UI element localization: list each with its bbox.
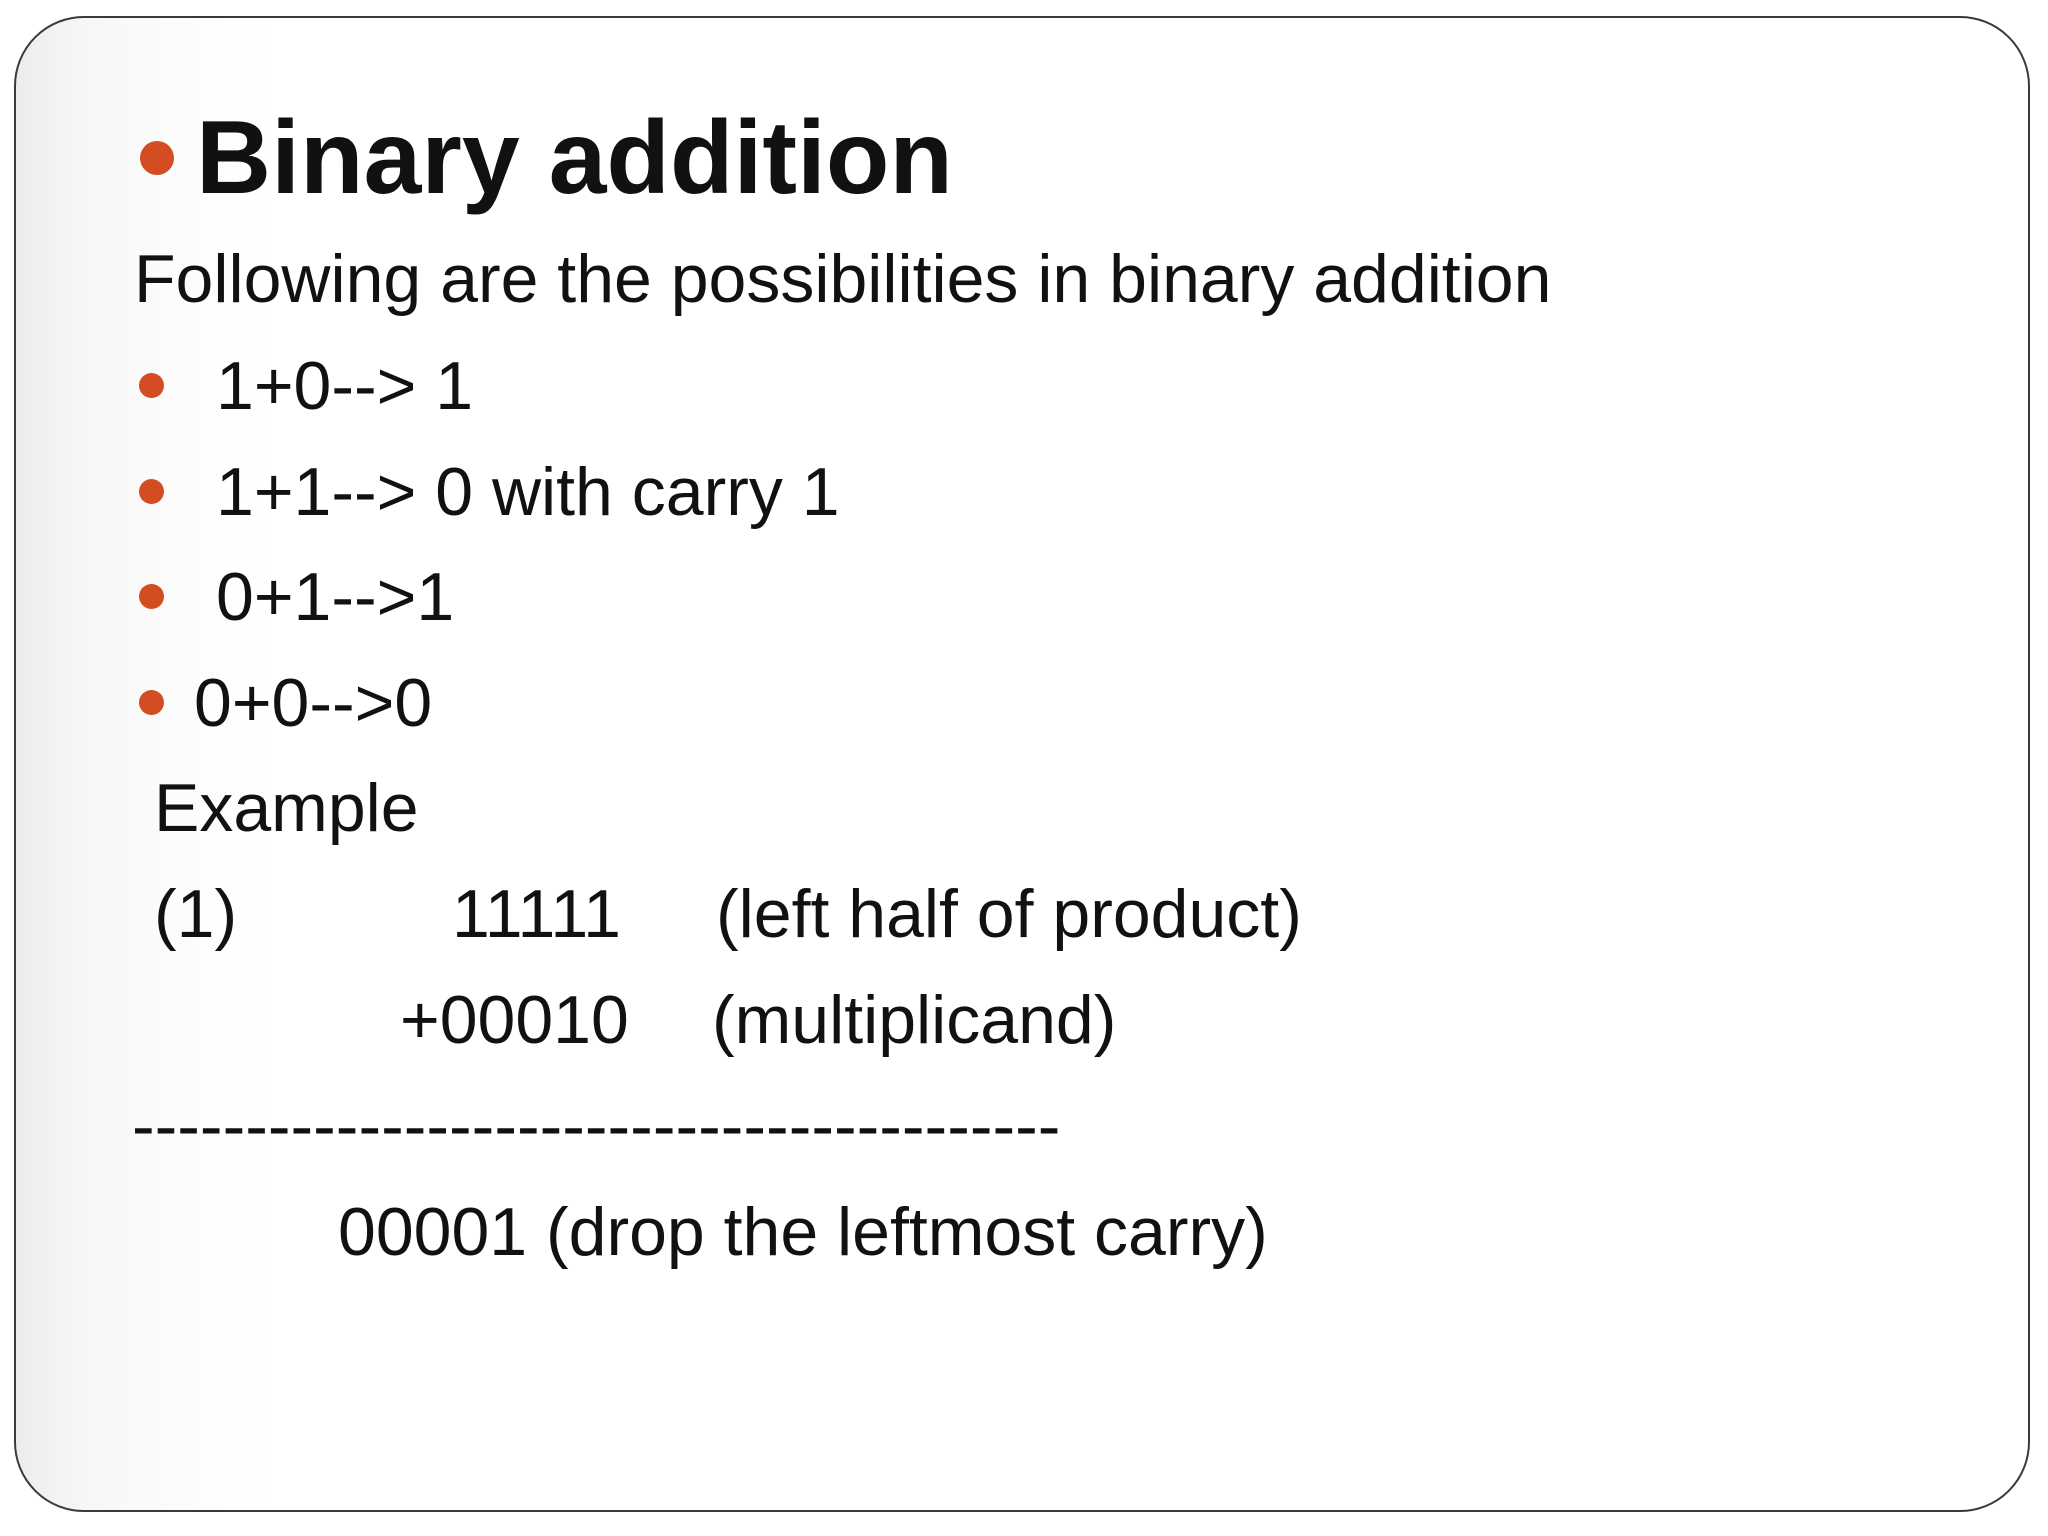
example-result: 00001 (drop the leftmost carry) (338, 1194, 1268, 1270)
slide-title: Binary addition (196, 100, 953, 216)
example-label: Example (154, 770, 419, 846)
example-row2-note: (multiplicand) (712, 982, 1117, 1058)
rule-item: 0+1-->1 (216, 559, 455, 635)
example-index: (1) (154, 876, 238, 952)
example-row1-note: (left half of product) (716, 876, 1302, 952)
rule-bullet-icon (139, 479, 164, 504)
rule-bullet-icon (139, 584, 164, 609)
example-row2-value: +00010 (400, 982, 629, 1058)
rule-bullet-icon (139, 373, 164, 398)
rule-bullet-icon (139, 690, 164, 715)
rule-item: 0+0-->0 (194, 665, 433, 741)
rule-item: 1+1--> 0 with carry 1 (216, 454, 840, 530)
example-row1-value: 11111 (452, 876, 621, 952)
example-separator: ----------------------------------------- (132, 1088, 1061, 1164)
intro-text: Following are the possibilities in binary addition (134, 241, 1552, 317)
rule-item: 1+0--> 1 (216, 348, 474, 424)
title-bullet-icon (140, 141, 174, 175)
